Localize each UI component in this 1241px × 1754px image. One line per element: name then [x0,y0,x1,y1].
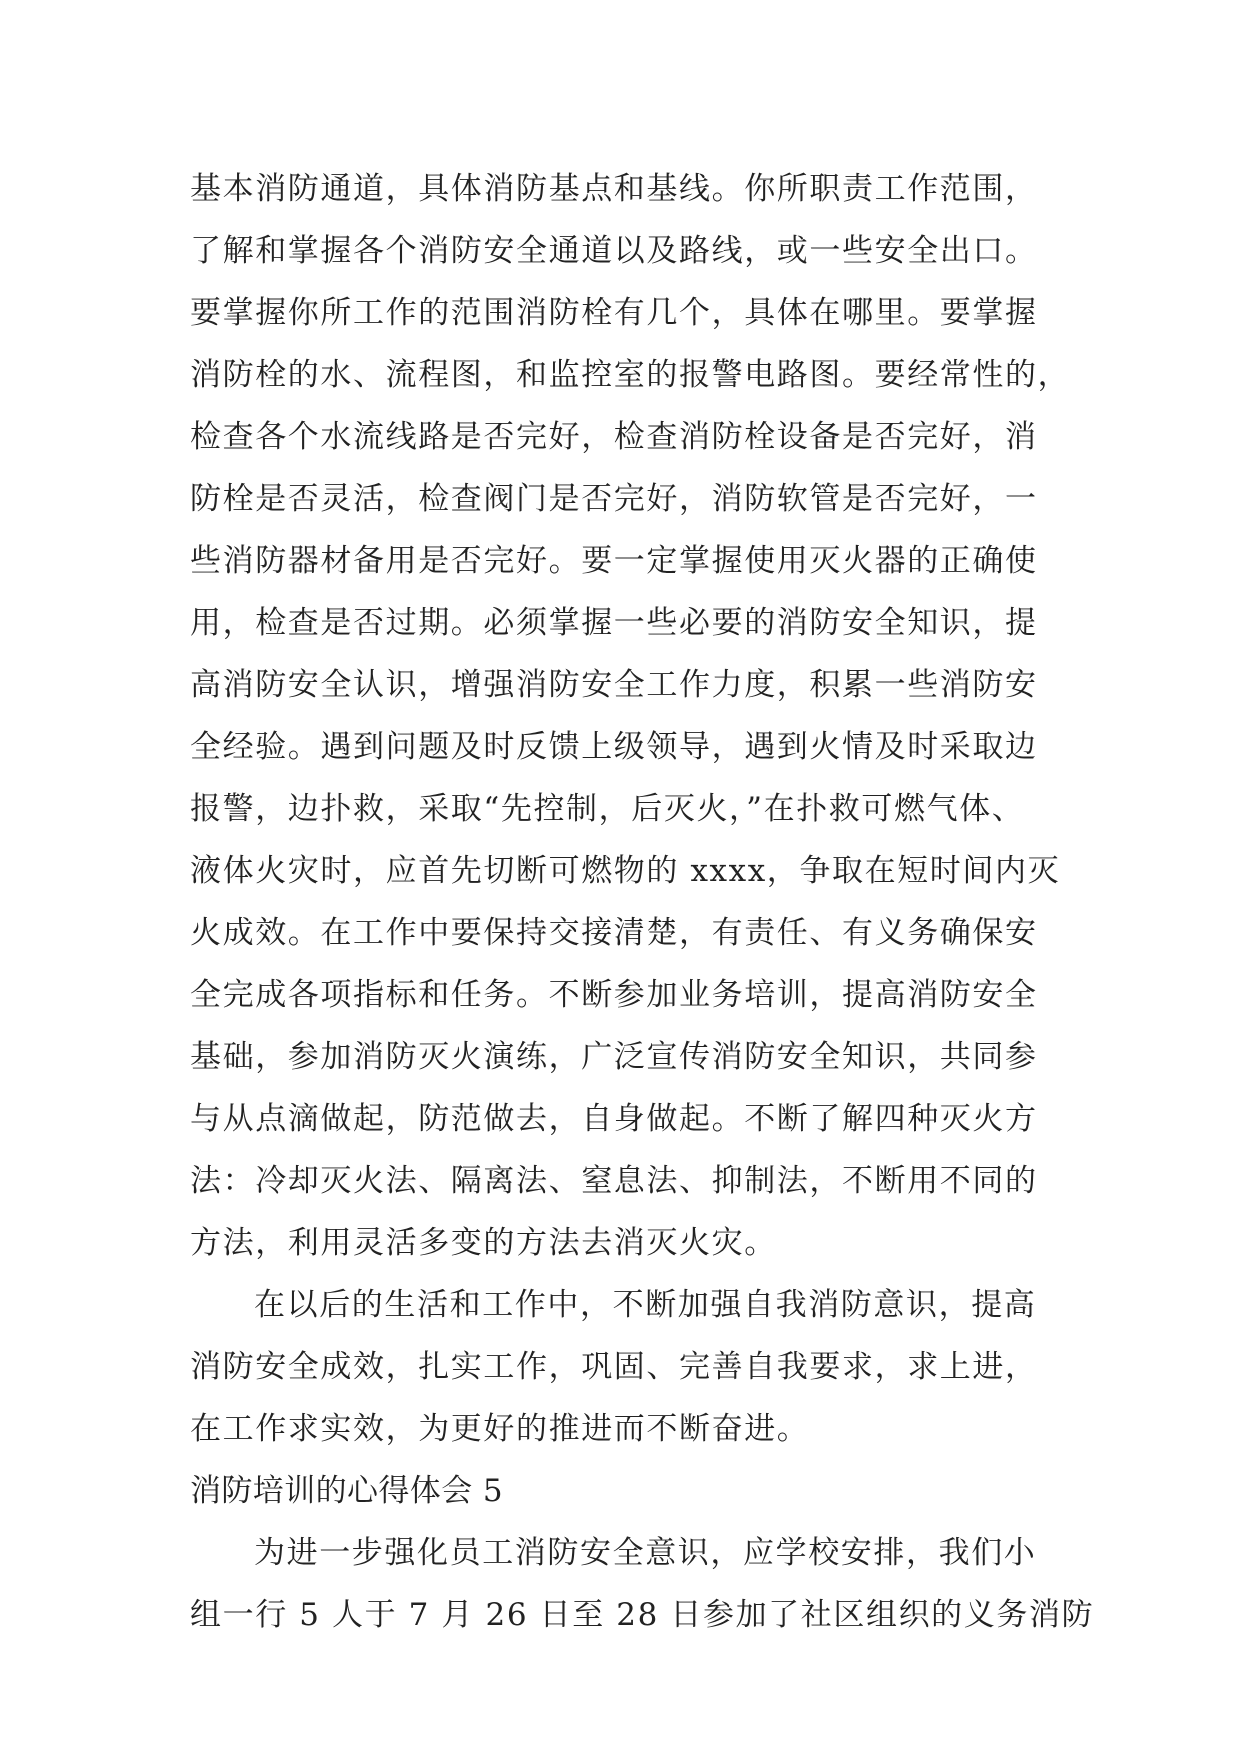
text-line: 组一行 5 人于 7 月 26 日至 28 日参加了社区组织的义务消防 [190,1597,1095,1633]
text-line: 为进一步强化员工消防安全意识，应学校安排，我们小 [254,1535,1037,1571]
text-line: 用，检查是否过期。必须掌握一些必要的消防安全知识，提 [190,605,1038,641]
text-line: 些消防器材备用是否完好。要一定掌握使用灭火器的正确使 [190,543,1038,579]
section-heading: 消防培训的心得体会 5 [190,1473,503,1509]
document-body [190,158,1095,1646]
text-line: 全完成各项指标和任务。不断参加业务培训，提高消防安全 [190,977,1038,1013]
text-line: 液体火灾时，应首先切断可燃物的 xxxx，争取在短时间内灭 [190,853,1061,889]
text-line: 基础，参加消防灭火演练，广泛宣传消防安全知识，共同参 [190,1039,1038,1075]
paragraph-2 [190,1274,1050,1460]
text-line: 火成效。在工作中要保持交接清楚，有责任、有义务确保安 [190,915,1038,951]
text-line: 法：冷却灭火法、隔离法、窒息法、抑制法，不断用不同的 [190,1163,1038,1199]
text-line: 消防安全成效，扎实工作，巩固、完善自我要求，求上进， [190,1349,1038,1385]
text-line: 方法，利用灵活多变的方法去消灭火灾。 [190,1225,777,1261]
text-line: 消防栓的水、流程图，和监控室的报警电路图。要经常性的， [190,357,1071,393]
text-line: 防栓是否灵活，检查阀门是否完好，消防软管是否完好，一 [190,481,1038,517]
text-line: 检查各个水流线路是否完好，检查消防栓设备是否完好，消 [190,419,1038,455]
text-line: 在以后的生活和工作中，不断加强自我消防意识，提高 [254,1287,1037,1323]
text-line: 高消防安全认识，增强消防安全工作力度，积累一些消防安 [190,667,1038,703]
text-line: 了解和掌握各个消防安全通道以及路线，或一些安全出口。 [190,233,1038,269]
paragraph-3 [190,1522,1095,1646]
text-line: 基本消防通道，具体消防基点和基线。你所职责工作范围， [190,171,1038,207]
text-line: 要掌握你所工作的范围消防栓有几个，具体在哪里。要掌握 [190,295,1038,331]
text-line: 在工作求实效，为更好的推进而不断奋进。 [190,1411,810,1447]
text-line: 报警，边扑救，采取“先控制，后灭火，”在扑救可燃气体、 [190,791,1025,827]
paragraph-1 [190,158,1071,1274]
text-line: 与从点滴做起，防范做去，自身做起。不断了解四种灭火方 [190,1101,1038,1137]
text-line: 全经验。遇到问题及时反馈上级领导，遇到火情及时采取边 [190,729,1038,765]
